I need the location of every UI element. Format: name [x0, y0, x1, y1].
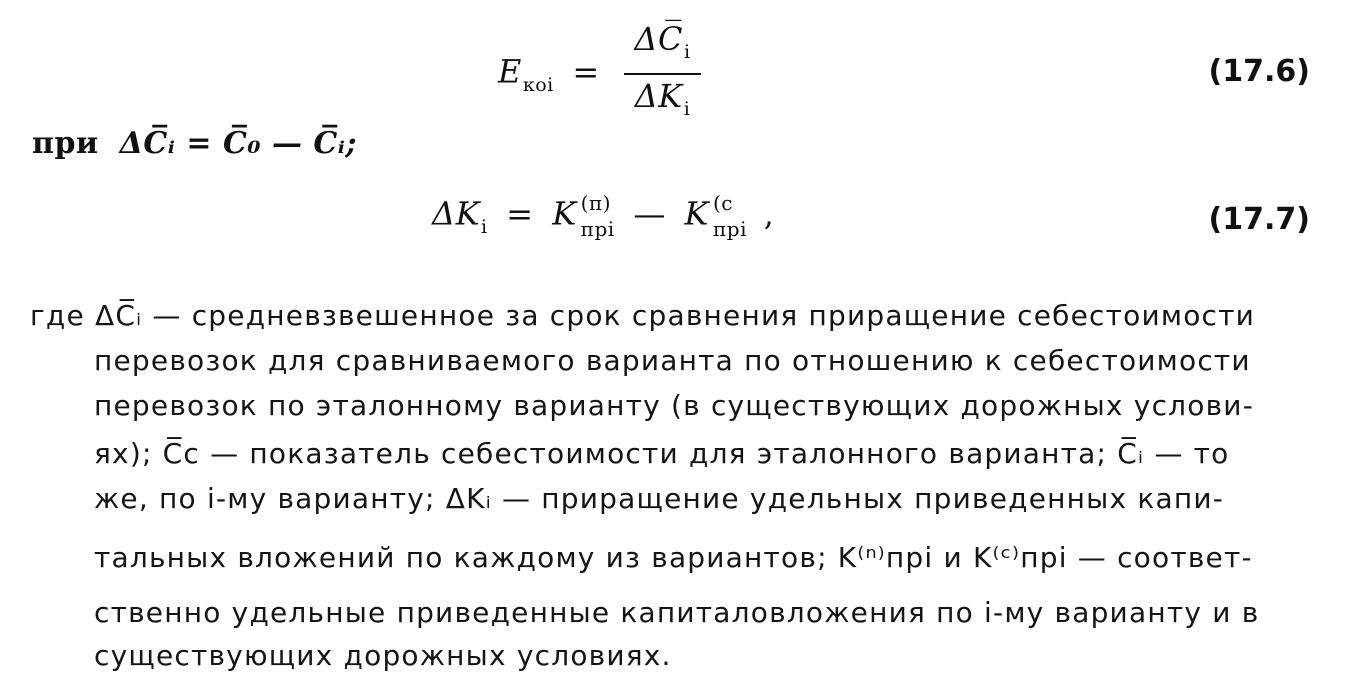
eq1-numerator	[624, 18, 700, 75]
condition-expression: ΔC̅ᵢ = C̅₀ — C̅ᵢ;	[119, 126, 358, 161]
paragraph-line-3: перевозок по эталонному варианту (в существующих дорожных услови-	[94, 389, 1254, 422]
eq1-denominator-sub: i	[683, 98, 691, 120]
equation-number-17-6: (17.6)	[1208, 54, 1310, 89]
eq2-lhs: ΔK	[432, 194, 481, 233]
formula-17-6	[498, 18, 707, 130]
eq2-term2: K	[684, 194, 709, 233]
paragraph-line-2: перевозок для сравниваемого варианта по отношению к себестоимости	[94, 344, 1251, 377]
eq1-numerator-text: ΔC̅	[634, 20, 683, 58]
paragraph-line-1: где ΔC̅ᵢ — средневзвешенное за срок сравнения приращение себестоимости	[30, 299, 1256, 332]
eq1-fraction	[624, 18, 700, 130]
paragraph-line-8: существующих дорожных условиях.	[94, 639, 672, 672]
eq2-term1-sub: прi	[580, 217, 615, 241]
eq1-denominator	[624, 75, 700, 130]
eq2-minus: —	[633, 194, 666, 233]
eq1-sign: =	[572, 52, 600, 91]
eq2-sign: =	[506, 194, 534, 233]
paragraph-line-6: тальных вложений по каждому из вариантов; K⁽ⁿ⁾прi и K⁽ᶜ⁾прi — соответ-	[94, 541, 1253, 574]
condition-prefix: при	[32, 126, 99, 161]
eq2-term1-indices	[581, 190, 615, 242]
eq2-term1: K	[552, 194, 577, 233]
paragraph-line-4: ях); C̅c — показатель себестоимости для эталонного варианта; C̅ᵢ — то	[94, 437, 1230, 470]
eq2-term2-indices	[713, 190, 747, 242]
formula-17-7	[432, 190, 774, 242]
eq1-lhs-sub: коi	[522, 73, 554, 96]
equation-17-7	[0, 190, 1350, 270]
paragraph-line-7: ственно удельные приведенные капиталовложения по i-му варианту и в	[94, 596, 1260, 629]
eq1-lhs: E	[498, 52, 522, 91]
eq2-term1-sup: (п)	[580, 191, 612, 215]
paragraph-line-5: же, по i-му варианту; ΔKᵢ — приращение удельных приведенных капи-	[94, 482, 1225, 515]
eq2-term2-sub: прi	[712, 217, 747, 241]
eq2-lhs-sub: i	[481, 215, 488, 238]
eq2-trail: ,	[763, 194, 775, 233]
condition-line	[32, 126, 357, 161]
eq2-term2-sup: (с	[712, 191, 733, 215]
equation-17-6	[0, 18, 1350, 120]
eq1-denominator-text: ΔK	[634, 77, 683, 115]
equation-number-17-7: (17.7)	[1208, 202, 1310, 237]
eq1-numerator-sub: i	[684, 41, 691, 63]
